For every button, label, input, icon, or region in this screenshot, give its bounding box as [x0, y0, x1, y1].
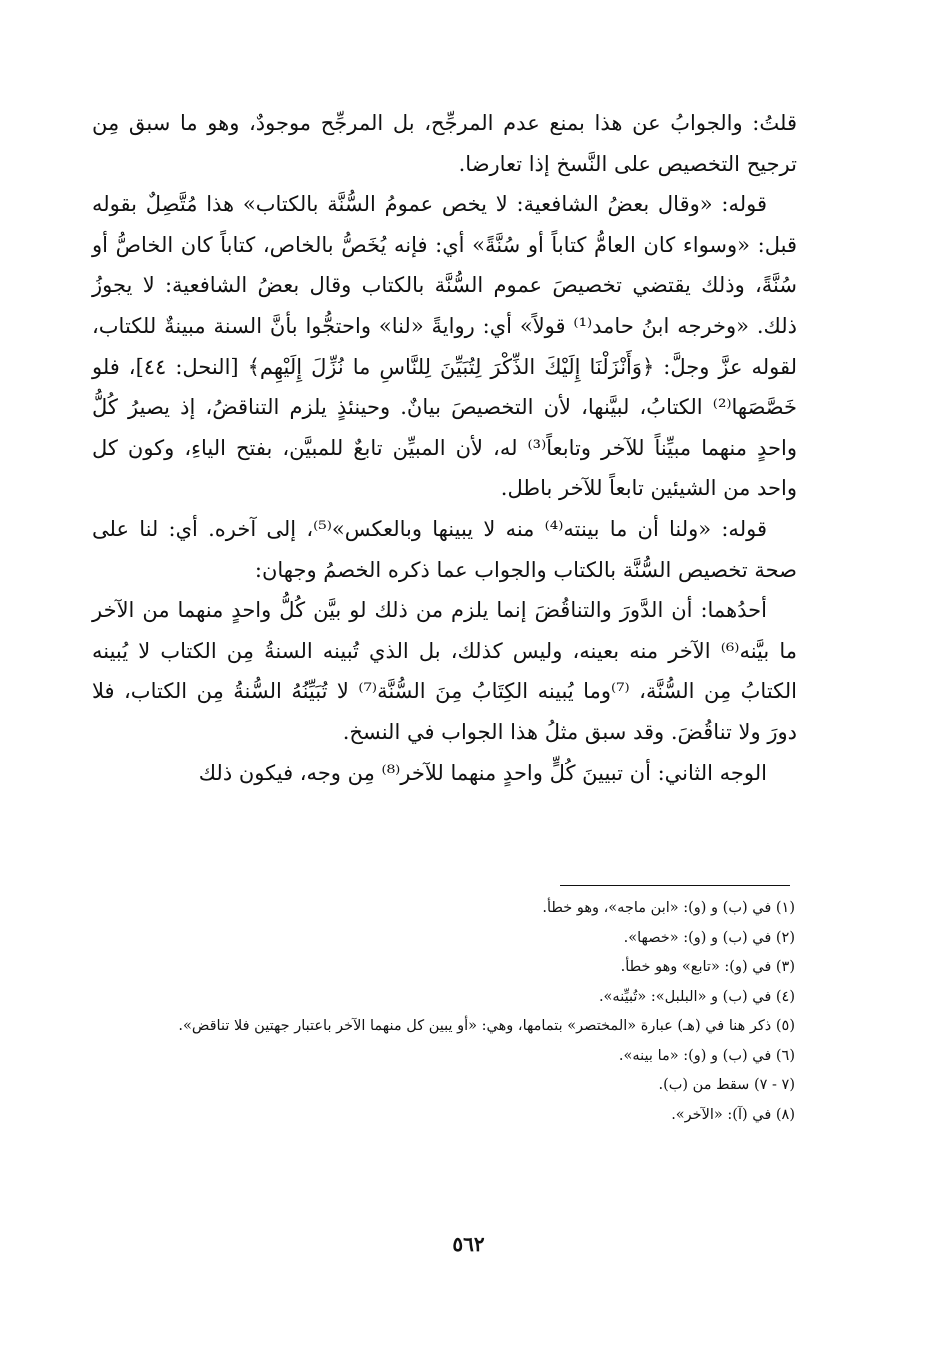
footnote-2: (٢) في (ب) و (و): «خصها».	[623, 929, 795, 946]
page-number: ٥٦٢	[452, 1232, 485, 1256]
paragraph-5: الوجه الثاني: أن تبيينَ كُلٍّ واحدٍ منهما للآخر⁽⁸⁾ مِن وجه، فيكون ذلك	[198, 760, 767, 785]
footnotes	[92, 894, 795, 1130]
paragraph-4: أحدُهما: أن الدَّورَ والتناقُضَ إنما يلزم من ذلك لو بيَّن كُلُّ واحدٍ منهما من الآخر ما بيَّنه⁽⁶⁾ الآخر منه بعينه، وليس كذلك، بل الذي تُبينه السنةُ مِن الكتاب لا يُبينه الكتابُ مِن السُّنَّة، ⁽⁷⁾وما يُبينه الكِتَابُ مِنَ السُّنَّة⁽⁷⁾ لا تُبَيِّنُهُ السُّنةُ مِن الكتاب، فلا دورَ ولا تناقُضَ. وقد سبق مثلُ هذا الجواب في النسخ.	[92, 598, 797, 744]
footnote-4: (٤) في (ب) و «البلبل»: «تُبيِّنه».	[598, 988, 795, 1005]
paragraph-1: قلتُ: والجوابُ عن هذا بمنع عدم المرجِّح، بل المرجِّح موجودٌ، وهو ما سبق مِن ترجيح التخصيص على النَّسخ إذا تعارضا.	[92, 111, 797, 176]
footnote-1: (١) في (ب) و (و): «ابن ماجه»، وهو خطأ.	[542, 900, 795, 916]
footnote-8: (٨) في (آ): «الآخر».	[671, 1106, 795, 1123]
footnote-5: (٥) ذكر هنا في (هـ) عبارة «المختصر» بتمامها، وهي: «أو يبين كل منهما الآخر باعتبار جهتين فلا تناقض».	[178, 1018, 795, 1034]
footnote-7: (٧ - ٧) سقط من (ب).	[658, 1077, 795, 1093]
footnote-divider	[560, 885, 790, 886]
paragraph-2: قوله: «وقال بعضُ الشافعية: لا يخص عمومُ السُّنَّة بالكتاب» هذا مُتَّصِلٌ بقوله قبل: «وسواء كان العامُّ كتاباً أو سُنَّةً» أي: فإنه يُخَصُّ بالخاص، كتاباً كان الخاصُّ أو سُنَّةً، وذلك يقتضي تخصيصَ عموم السُّنَّة بالكتاب وقال بعضُ الشافعية: لا يجوزُ ذلك. «وخرجه ابنُ حامد⁽¹⁾ قولاً» أي: روايةً «لنا» واحتجُّوا بأنَّ السنة مبينةٌ للكتاب، لقوله عزَّ وجلَّ: ﴿وَأَنْزَلْنَا إِلَيْكَ الذِّكْرَ لِتُبَيِّنَ لِلنَّاسِ ما نُزِّلَ إِلَيْهِم﴾ [النحل: ٤٤]، فلو خَصَّصَها⁽²⁾ الكتابُ، لبيَّنها، لأن التخصيصَ بيانٌ. وحينئذٍ يلزم التناقضُ، إذ يصيرُ كُلُّ واحدٍ منهما مبيِّناً للآخر وتابعاً⁽³⁾ له، لأن المبيِّن تابعٌ للمبيَّن، بفتح الياءِ، وكون كل واحد من الشيئين تابعاً للآخر باطل.	[92, 192, 797, 501]
paragraph-3: قوله: «ولنا أن ما بينته⁽⁴⁾ منه لا يبينها وبالعكس»⁽⁵⁾، إلى آخره. أي: لنا على صحة تخصيص السُّنَّة بالكتاب والجواب عما ذكره الخصمُ وجهان:	[92, 516, 797, 582]
footnote-6: (٦) في (ب) و (و): «ما بينه».	[618, 1047, 795, 1064]
main-text	[92, 103, 797, 793]
footnote-3: (٣) في (و): «تابع» وهو خطأ.	[620, 959, 795, 975]
